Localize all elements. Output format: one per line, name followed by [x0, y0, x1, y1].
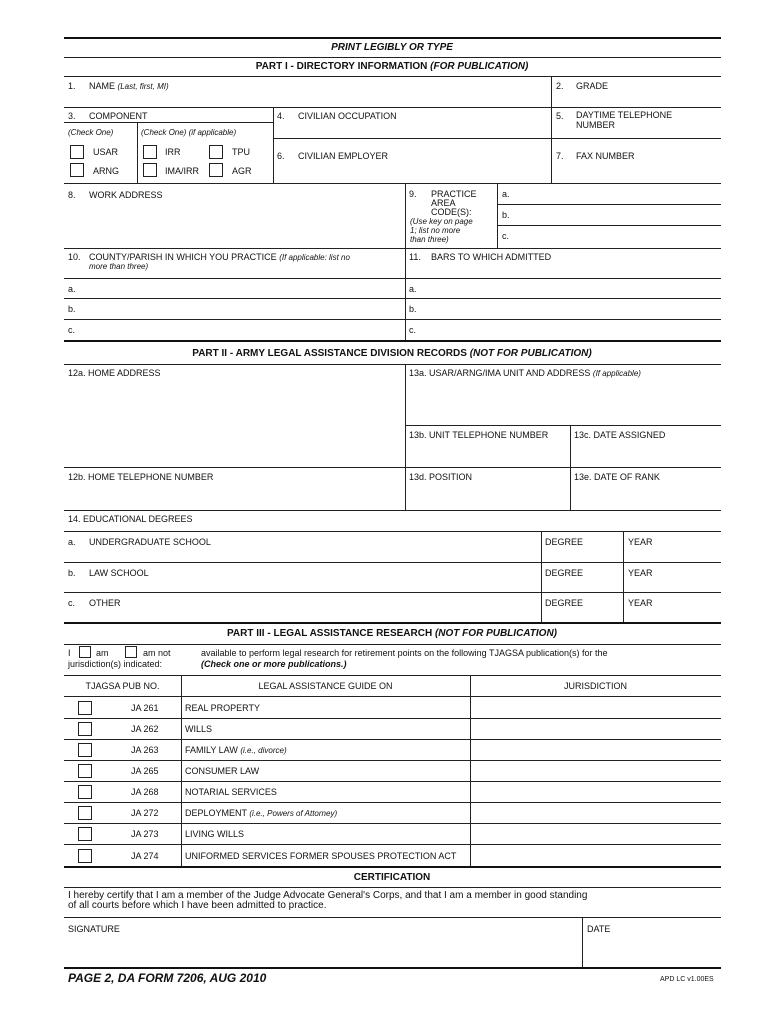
- law-degree-label: DEGREE: [545, 568, 584, 578]
- county-c-input[interactable]: [80, 321, 400, 337]
- pub-topic: [185, 829, 244, 839]
- unit-address-input[interactable]: [410, 380, 716, 422]
- civilian-occupation-label: CIVILIAN OCCUPATION: [298, 111, 397, 121]
- rule: [64, 696, 721, 697]
- date-of-rank-label: 13e. DATE OF RANK: [574, 472, 660, 482]
- jurisdiction-input[interactable]: [474, 783, 717, 800]
- rule: [405, 425, 721, 426]
- practice-note-2: 1; list no more: [410, 226, 461, 235]
- county-b-input[interactable]: [80, 300, 400, 316]
- county-b-letter: b.: [68, 304, 76, 314]
- field-1-num: 1.: [68, 81, 76, 91]
- rule: [64, 967, 721, 969]
- pub-checkbox[interactable]: [78, 701, 92, 715]
- practice-c-letter: c.: [502, 231, 510, 241]
- rule: [64, 592, 721, 593]
- rule: [64, 364, 721, 365]
- tpu-checkbox[interactable]: [209, 145, 223, 159]
- field-10-num: 10.: [68, 252, 81, 262]
- pub-checkbox[interactable]: [78, 743, 92, 757]
- rule: [64, 622, 721, 624]
- county-note: more than three): [89, 262, 149, 271]
- home-address-label: 12a. HOME ADDRESS: [68, 368, 161, 378]
- pub-topic: [185, 808, 337, 818]
- pub-topic: [185, 703, 260, 713]
- bars-b-input[interactable]: [420, 300, 716, 316]
- home-address-input[interactable]: [70, 380, 400, 460]
- unit-address-label: 13a. USAR/ARNG/IMA UNIT AND ADDRESS (If applicable): [409, 368, 641, 378]
- bars-b-letter: b.: [409, 304, 417, 314]
- jurisdiction-input[interactable]: [474, 741, 717, 758]
- law-year-label: YEAR: [628, 568, 653, 578]
- undergraduate-school-label: UNDERGRADUATE SCHOOL: [89, 537, 211, 547]
- name-label: NAME (Last, first, MI): [89, 81, 169, 91]
- grade-input[interactable]: [576, 92, 716, 106]
- pub-topic-label: CONSUMER LAW: [185, 766, 260, 776]
- practice-label-2: AREA: [431, 198, 456, 208]
- divider: [181, 675, 182, 866]
- rule: [64, 844, 721, 845]
- educational-degrees-label: 14. EDUCATIONAL DEGREES: [68, 514, 193, 524]
- jurisdiction-input[interactable]: [474, 804, 717, 821]
- rule: [64, 562, 721, 563]
- pub-topic-note: (i.e., Powers of Attorney): [249, 809, 338, 818]
- bars-a-letter: a.: [409, 284, 417, 294]
- tjagsa-pub-header: TJAGSA PUB NO.: [85, 681, 160, 691]
- edu-b-letter: b.: [68, 568, 76, 578]
- date-of-rank-input[interactable]: [574, 484, 716, 506]
- part2-title: PART II - ARMY LEGAL ASSISTANCE DIVISION RECORDS (NOT FOR PUBLICATION): [192, 348, 592, 359]
- edu-a-letter: a.: [68, 537, 76, 547]
- work-address-input[interactable]: [89, 202, 399, 242]
- pub-topic: [185, 851, 456, 861]
- rule: [64, 467, 721, 468]
- bars-c-letter: c.: [409, 325, 417, 335]
- divider: [623, 531, 624, 622]
- legal-guide-header: LEGAL ASSISTANCE GUIDE ON: [258, 681, 393, 691]
- name-input[interactable]: [88, 92, 548, 106]
- pub-topic: [185, 724, 212, 734]
- field-6-num: 6.: [277, 151, 285, 161]
- civilian-employer-label: CIVILIAN EMPLOYER: [298, 151, 389, 161]
- civilian-occupation-input[interactable]: [298, 122, 546, 136]
- fax-number-input[interactable]: [576, 163, 716, 179]
- rule: [64, 823, 721, 824]
- position-label: 13d. POSITION: [409, 472, 473, 482]
- unit-telephone-input[interactable]: [410, 442, 566, 464]
- practice-b-letter: b.: [502, 210, 510, 220]
- practice-a-letter: a.: [502, 189, 510, 199]
- date-assigned-input[interactable]: [574, 442, 716, 464]
- divider: [405, 183, 406, 248]
- divider: [497, 183, 498, 248]
- bars-label: BARS TO WHICH ADMITTED: [431, 252, 552, 262]
- rule: [64, 340, 721, 342]
- other-degree-label: DEGREE: [545, 598, 584, 608]
- pub-topic-label: LIVING WILLS: [185, 829, 245, 839]
- undergraduate-school-input[interactable]: [89, 548, 537, 560]
- edu-c-letter: c.: [68, 598, 76, 608]
- rule: [64, 760, 721, 761]
- pub-topic: [185, 745, 287, 755]
- pub-number: JA 268: [131, 787, 159, 797]
- practice-label-3: CODE(S):: [431, 207, 472, 217]
- check-more-note: (Check one or more publications.): [201, 659, 347, 669]
- pub-topic-label: DEPLOYMENT: [185, 808, 247, 818]
- agr-label: AGR: [232, 166, 252, 176]
- irr-label: IRR: [165, 147, 181, 157]
- other-school-label: OTHER: [89, 598, 121, 608]
- position-input[interactable]: [410, 484, 566, 506]
- agr-checkbox[interactable]: [209, 163, 223, 177]
- pub-checkbox[interactable]: [78, 785, 92, 799]
- work-address-label: WORK ADDRESS: [89, 190, 163, 200]
- divider: [582, 917, 583, 967]
- unit-telephone-label: 13b. UNIT TELEPHONE NUMBER: [409, 430, 549, 440]
- rule: [64, 739, 721, 740]
- rule: [64, 675, 721, 676]
- rule: [64, 183, 721, 184]
- pub-topic: [185, 787, 277, 797]
- pub-number: JA 261: [131, 703, 159, 713]
- jurisdiction-input[interactable]: [474, 699, 717, 716]
- undergrad-year-label: YEAR: [628, 537, 653, 547]
- field-11-num: 11.: [409, 252, 421, 262]
- county-c-letter: c.: [68, 325, 76, 335]
- certification-line-2: of all courts before which I have been admitted to practice.: [68, 900, 327, 911]
- fax-number-label: FAX NUMBER: [576, 151, 635, 161]
- rule: [497, 225, 721, 226]
- undergrad-degree-label: DEGREE: [545, 537, 584, 547]
- divider: [273, 107, 274, 183]
- i-label: I: [68, 648, 71, 658]
- usar-checkbox[interactable]: [70, 145, 84, 159]
- am-not-label: am not: [143, 648, 171, 658]
- rule: [64, 76, 721, 77]
- ima-irr-checkbox[interactable]: [143, 163, 157, 177]
- pub-topic-label: FAMILY LAW: [185, 745, 238, 755]
- pub-topic-label: REAL PROPERTY: [185, 703, 261, 713]
- pub-number: JA 262: [131, 724, 159, 734]
- rule: [64, 248, 721, 249]
- rule: [497, 204, 721, 205]
- rule: [64, 644, 721, 645]
- grade-label: GRADE: [576, 81, 609, 91]
- rule: [64, 802, 721, 803]
- jurisdiction-input[interactable]: [474, 847, 717, 864]
- jurisdiction-input[interactable]: [474, 825, 717, 842]
- am-not-checkbox[interactable]: [125, 646, 137, 658]
- other-school-input[interactable]: [89, 609, 537, 621]
- pub-topic-label: WILLS: [185, 724, 213, 734]
- pub-topic-label: NOTARIAL SERVICES: [185, 787, 277, 797]
- divider: [405, 364, 406, 510]
- tpu-label: TPU: [232, 147, 250, 157]
- ima-irr-label: IMA/IRR: [165, 166, 200, 176]
- form-footer: PAGE 2, DA FORM 7206, AUG 2010: [68, 971, 267, 985]
- version-label: APD LC v1.00ES: [660, 976, 714, 983]
- pub-checkbox[interactable]: [78, 827, 92, 841]
- rule: [64, 917, 721, 918]
- field-8-num: 8.: [68, 190, 76, 200]
- pub-number: JA 263: [131, 745, 159, 755]
- rule: [64, 781, 721, 782]
- rule: [64, 718, 721, 719]
- am-checkbox[interactable]: [79, 646, 91, 658]
- daytime-telephone-label-2: NUMBER: [576, 120, 616, 130]
- practice-code-a-input[interactable]: [512, 186, 717, 202]
- rule: [273, 138, 721, 139]
- date-assigned-label: 13c. DATE ASSIGNED: [574, 430, 666, 440]
- pub-checkbox[interactable]: [78, 764, 92, 778]
- practice-label-1: PRACTICE: [431, 189, 477, 199]
- rule: [64, 887, 721, 888]
- rule: [64, 122, 273, 123]
- rule: [64, 319, 721, 320]
- certification-line-1: I hereby certify that I am a member of the Judge Advocate General's Corps, and that I am a member in good standing: [68, 890, 588, 901]
- daytime-telephone-label-1: DAYTIME TELEPHONE: [576, 110, 673, 120]
- law-school-label: LAW SCHOOL: [89, 568, 149, 578]
- home-telephone-input[interactable]: [70, 484, 400, 506]
- check-one-note: (Check One): [68, 128, 114, 137]
- practice-code-c-input[interactable]: [512, 228, 717, 244]
- divider: [551, 107, 552, 183]
- usar-label: USAR: [93, 147, 119, 157]
- irr-checkbox[interactable]: [143, 145, 157, 159]
- pub-topic-note: (i.e., divorce): [240, 746, 287, 755]
- practice-note-1: (Use key on page: [410, 217, 473, 226]
- pub-checkbox[interactable]: [78, 849, 92, 863]
- signature-input[interactable]: [70, 936, 578, 964]
- jurisdiction-input[interactable]: [474, 720, 717, 737]
- rule: [64, 510, 721, 511]
- part1-title: PART I - DIRECTORY INFORMATION (FOR PUBLICATION): [255, 61, 529, 72]
- research-statement: available to perform legal research for retirement points on the following TJAGSA publication(s) for the: [201, 648, 608, 658]
- arng-checkbox[interactable]: [70, 163, 84, 177]
- divider: [470, 675, 471, 866]
- county-label: COUNTY/PARISH IN WHICH YOU PRACTICE (If applicable: list no: [89, 252, 350, 262]
- pub-number: JA 274: [131, 851, 159, 861]
- signature-label: SIGNATURE: [68, 924, 120, 934]
- jurisdiction-input[interactable]: [474, 762, 717, 779]
- bars-c-input[interactable]: [420, 321, 716, 337]
- print-legibly-label: PRINT LEGIBLY OR TYPE: [331, 42, 453, 53]
- law-school-input[interactable]: [89, 579, 537, 591]
- other-year-label: YEAR: [628, 598, 653, 608]
- arng-label: ARNG: [93, 166, 120, 176]
- certification-title: CERTIFICATION: [353, 872, 431, 883]
- rule: [64, 298, 721, 299]
- field-2-num: 2.: [556, 81, 564, 91]
- rule: [64, 57, 721, 58]
- check-one-applicable-note: (Check One) (if applicable): [141, 128, 237, 137]
- rule: [64, 866, 721, 868]
- county-a-input[interactable]: [80, 280, 400, 296]
- pub-checkbox[interactable]: [78, 806, 92, 820]
- am-label: am: [96, 648, 109, 658]
- jurisdiction-header: JURISDICTION: [564, 681, 627, 691]
- county-a-letter: a.: [68, 284, 76, 294]
- rule: [64, 107, 721, 108]
- divider: [137, 122, 138, 183]
- home-telephone-label: 12b. HOME TELEPHONE NUMBER: [68, 472, 214, 482]
- pub-checkbox[interactable]: [78, 722, 92, 736]
- practice-note-3: than three): [410, 235, 449, 244]
- pub-topic: [185, 766, 259, 776]
- component-label: COMPONENT: [89, 111, 148, 121]
- field-9-num: 9.: [409, 189, 417, 199]
- divider: [405, 248, 406, 340]
- civilian-employer-input[interactable]: [298, 163, 546, 179]
- field-5-num: 5.: [556, 111, 564, 121]
- field-4-num: 4.: [277, 111, 285, 121]
- divider: [541, 531, 542, 622]
- jurisdiction-indicated-label: jurisdiction(s) indicated:: [68, 659, 163, 669]
- pub-topic-label: UNIFORMED SERVICES FORMER SPOUSES PROTECTION ACT: [185, 851, 457, 861]
- practice-code-b-input[interactable]: [512, 207, 717, 223]
- top-rule: [64, 37, 721, 39]
- pub-number: JA 265: [131, 766, 159, 776]
- field-7-num: 7.: [556, 151, 564, 161]
- pub-number: JA 273: [131, 829, 159, 839]
- divider: [551, 76, 552, 107]
- bars-a-input[interactable]: [420, 280, 716, 296]
- rule: [64, 278, 721, 279]
- date-input[interactable]: [587, 936, 717, 964]
- field-3-num: 3.: [68, 111, 76, 121]
- date-label: DATE: [587, 924, 611, 934]
- pub-number: JA 272: [131, 808, 159, 818]
- part3-title: PART III - LEGAL ASSISTANCE RESEARCH (NOT FOR PUBLICATION): [226, 628, 557, 639]
